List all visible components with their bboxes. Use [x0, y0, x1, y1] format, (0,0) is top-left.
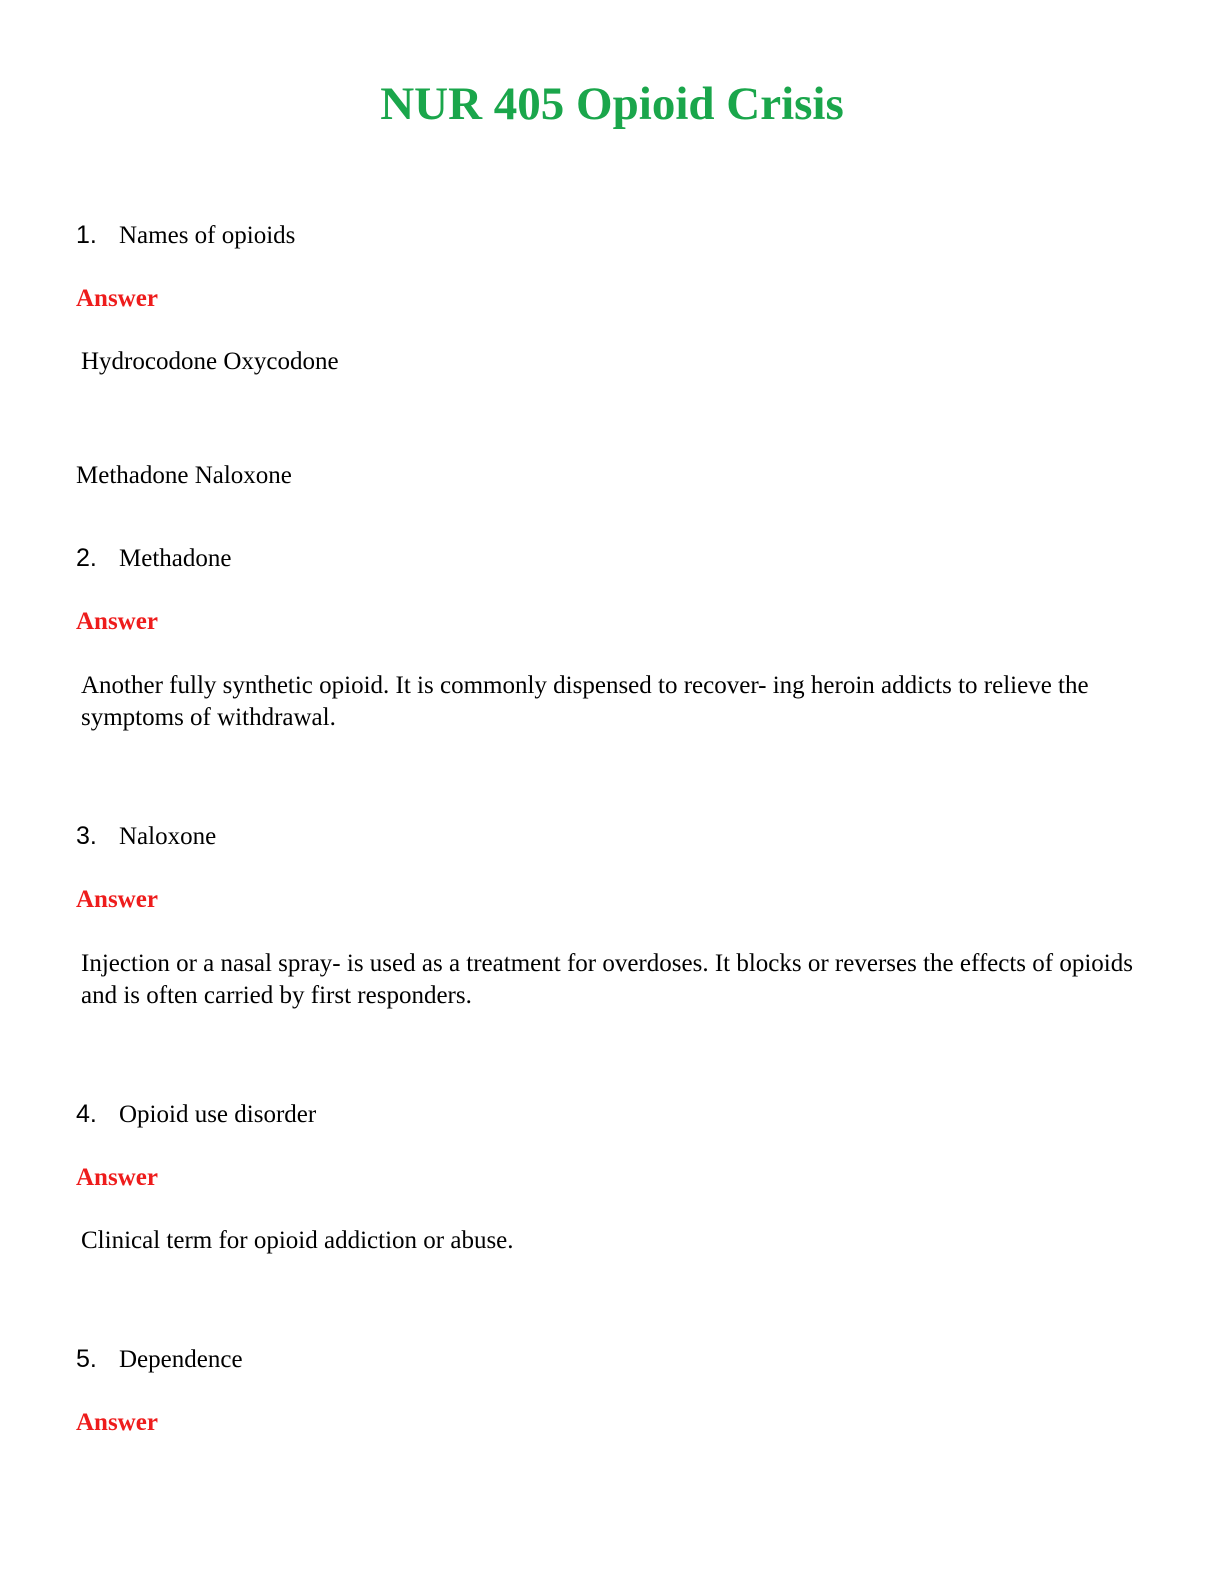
answer-label: Answer: [76, 608, 158, 635]
question-4: [76, 1099, 316, 1130]
question-1: [76, 220, 295, 251]
question-3: [76, 821, 216, 852]
answer-label: Answer: [76, 1164, 158, 1191]
question-number: 1.: [76, 221, 97, 249]
question-text: Dependence: [119, 1346, 243, 1373]
question-number: 4.: [76, 1100, 97, 1128]
answer-text: Clinical term for opioid addiction or abuse.: [81, 1227, 514, 1254]
answer-label: Answer: [76, 285, 158, 312]
question-text: Names of opioids: [119, 222, 296, 249]
answer-label: Answer: [76, 1409, 158, 1436]
answer-text: Another fully synthetic opioid. It is commonly dispensed to recover- ing heroin addicts to relieve the symptoms of withdrawal.: [81, 672, 1089, 731]
answer-text: Methadone Naloxone: [76, 462, 292, 489]
question-number: 2.: [76, 544, 97, 572]
answer-text: Hydrocodone Oxycodone: [81, 348, 339, 375]
question-5: [76, 1344, 243, 1375]
question-2: [76, 543, 231, 574]
question-text: Opioid use disorder: [119, 1101, 317, 1128]
question-number: 5.: [76, 1345, 97, 1373]
question-number: 3.: [76, 822, 97, 850]
question-text: Methadone: [119, 545, 232, 572]
page-title: NUR 405 Opioid Crisis: [380, 78, 844, 130]
question-text: Naloxone: [119, 823, 217, 850]
answer-text: Injection or a nasal spray- is used as a treatment for overdoses. It blocks or reverses the effects of opioids and is often carried by first responders.: [81, 950, 1133, 1009]
answer-label: Answer: [76, 886, 158, 913]
